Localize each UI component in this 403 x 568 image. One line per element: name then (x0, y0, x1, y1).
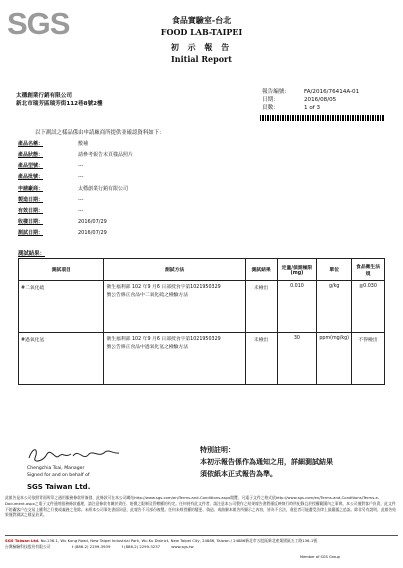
info-row (18, 197, 83, 204)
footer-company: SGS Taiwan Ltd. (5, 538, 40, 543)
info-value: 敷補 (78, 141, 89, 147)
note-title: 特別註明： (200, 446, 235, 454)
info-row (18, 152, 133, 159)
report-page-count (262, 104, 320, 112)
info-row (18, 230, 107, 237)
col-header: 定量/偵測極限(mg) (277, 259, 317, 281)
report-date (262, 96, 336, 104)
info-label: 測試日期： (18, 230, 44, 236)
intro-text: 以下測試之樣品係由申請廠商所提供並確認資料如下： (35, 130, 165, 136)
method-line: 衛生福利部 102 年9 月6 日部授食字第1021950329 (106, 337, 221, 342)
col-header: 測試結果 (245, 259, 277, 281)
info-row (18, 208, 83, 215)
client-name: 太穩創業行銷有限公司 (16, 93, 72, 99)
company-footer (5, 535, 398, 550)
signer-behalf: Signed for and on behalf of (27, 473, 90, 478)
info-value: --- (78, 174, 84, 180)
cell-result: 未檢出 (245, 333, 277, 385)
report-date-value: 2016/08/05 (304, 97, 337, 103)
info-label: 申請廠商： (18, 186, 44, 192)
signer-company: SGS Taiwan Ltd. (27, 483, 91, 491)
info-row (18, 163, 83, 170)
col-header: 單位 (317, 259, 352, 281)
report-page-label: 頁數： (262, 105, 279, 111)
info-value: --- (78, 208, 84, 214)
info-value: --- (78, 197, 84, 203)
footer-fax: f (886-2) 2299-3237 (121, 544, 161, 549)
cell-law: ≦0.030 (352, 281, 385, 333)
info-label: 收樣日期： (18, 219, 44, 225)
report-date-label: 日期： (262, 97, 279, 103)
info-value: 2016/07/29 (78, 219, 107, 225)
info-value: 太穩創業行銷有限公司 (78, 186, 129, 192)
footer-tel: t (886-2) 2299-3939 (71, 544, 111, 549)
method-line: 衛生福利部 102 年9 月6 日部授食字第1021950329 (106, 285, 221, 290)
cell-law: 不得檢出 (352, 333, 385, 385)
report-type-en: Initial Report (171, 54, 232, 64)
lab-name-cn: 食品實驗室-台北 (171, 15, 232, 25)
lab-name-en: FOOD LAB-TAIPEI (160, 27, 243, 37)
signature-image (25, 444, 125, 466)
special-note (200, 444, 333, 480)
info-label: 有效日期： (18, 208, 44, 214)
cell-unit: g/kg (317, 281, 352, 333)
cell-result: 未檢出 (245, 281, 277, 333)
member-text: Member of SGS Group (300, 555, 340, 559)
cell-unit: ppm(mg/kg) (317, 333, 352, 385)
footer-company-cn: 台灣檢驗科技股份有限公司 (5, 544, 51, 549)
info-label: 產品狀態： (18, 152, 44, 158)
info-label: 產品名稱： (18, 141, 44, 147)
table-header-row (19, 259, 385, 281)
table-row (19, 281, 385, 333)
barcode (260, 115, 385, 121)
table-row (19, 333, 385, 385)
method-line: 號公告修正食品中過氧化氫之檢驗方法 (106, 345, 189, 350)
method-line: 號公告修正食品中二氧化硫之檢驗方法 (106, 293, 189, 298)
sgs-logo: SGS (7, 6, 70, 41)
info-row (18, 219, 107, 226)
report-number-value: FA/2016/76414A-01 (304, 89, 360, 95)
info-value: --- (78, 163, 84, 169)
cell-item: #二氧化硫 (19, 281, 104, 333)
cell-limit: 0.010 (277, 281, 317, 333)
info-label: 產品型號： (18, 163, 44, 169)
footer-address: No.136-1, Wu Kung Road, New Taipei Industrial Park, Wu Ku District, New Taipei City, 24886, Taiwan / 24886新北市五股區新北產業園區五工路136-1號 (40, 538, 318, 543)
info-row (18, 186, 128, 193)
info-label: 製造日期： (18, 197, 44, 203)
report-number (262, 88, 359, 96)
section-title: 測試結果： (18, 251, 45, 257)
cell-method (104, 333, 245, 385)
client-block (16, 93, 103, 108)
report-page-value: 1 of 3 (304, 105, 321, 111)
report-type-cn: 初 示 報 告 (170, 42, 233, 52)
info-value: 請參考報告末頁樣品照片 (78, 152, 134, 158)
note-line: 本初示報告係作為通知之用，詳細測試結果 (200, 458, 333, 466)
col-header: 測試項目 (19, 259, 104, 281)
signer-name: Chengchia Tsai, Manager (27, 466, 85, 471)
note-line: 須依紙本正式報告為準。 (200, 470, 277, 478)
client-address: 新北市瑞芳區瑞芳街112巷8號2樓 (16, 100, 103, 107)
results-table (18, 258, 385, 385)
info-row (18, 141, 88, 148)
cell-item: #過氧化氫 (19, 333, 104, 385)
info-row (18, 174, 83, 181)
info-label: 產品批號： (18, 174, 44, 180)
footer-web: www.sgs.tw (171, 544, 194, 549)
col-header: 測試方法 (104, 259, 245, 281)
col-header: 食品衛生法規 (352, 259, 385, 281)
report-number-label: 報告編號： (262, 89, 290, 95)
cell-limit: 30 (277, 333, 317, 385)
cell-method (104, 281, 245, 333)
terms-text: 此報告是本公司依照背面所印之通用服務條款所簽發，此條款可在本公司網站http://www.sgs.com/en/Terms-and-Conditions.aspx閱覽，凡電子文件之格式依http://www.sgs.com/en/Terms-and-Conditions/Terms-e-Document.aspx之電子文件通用服務條款處理，請注意條款有關於責任、賠償之限制及管轄權的約定。任何持有此文件者，請注意本公司製作之結果報告書將僅反映執行時所紀錄且於授權範圍內之事實。本公司僅對客戶負責，此文件不妨礙客戶在交易上權利之行使或義務之免除。未經本公司事先書面同意，此報告不可部份複製。任何未經授權的變更、偽造、或曲解本報告所顯示之內容，皆為不合法，違犯者可能遭受法律上最嚴厲之追訴。除非另有說明，此報告結果僅對測試之樣品負責。 (5, 495, 397, 518)
info-value: 2016/07/29 (78, 230, 107, 236)
